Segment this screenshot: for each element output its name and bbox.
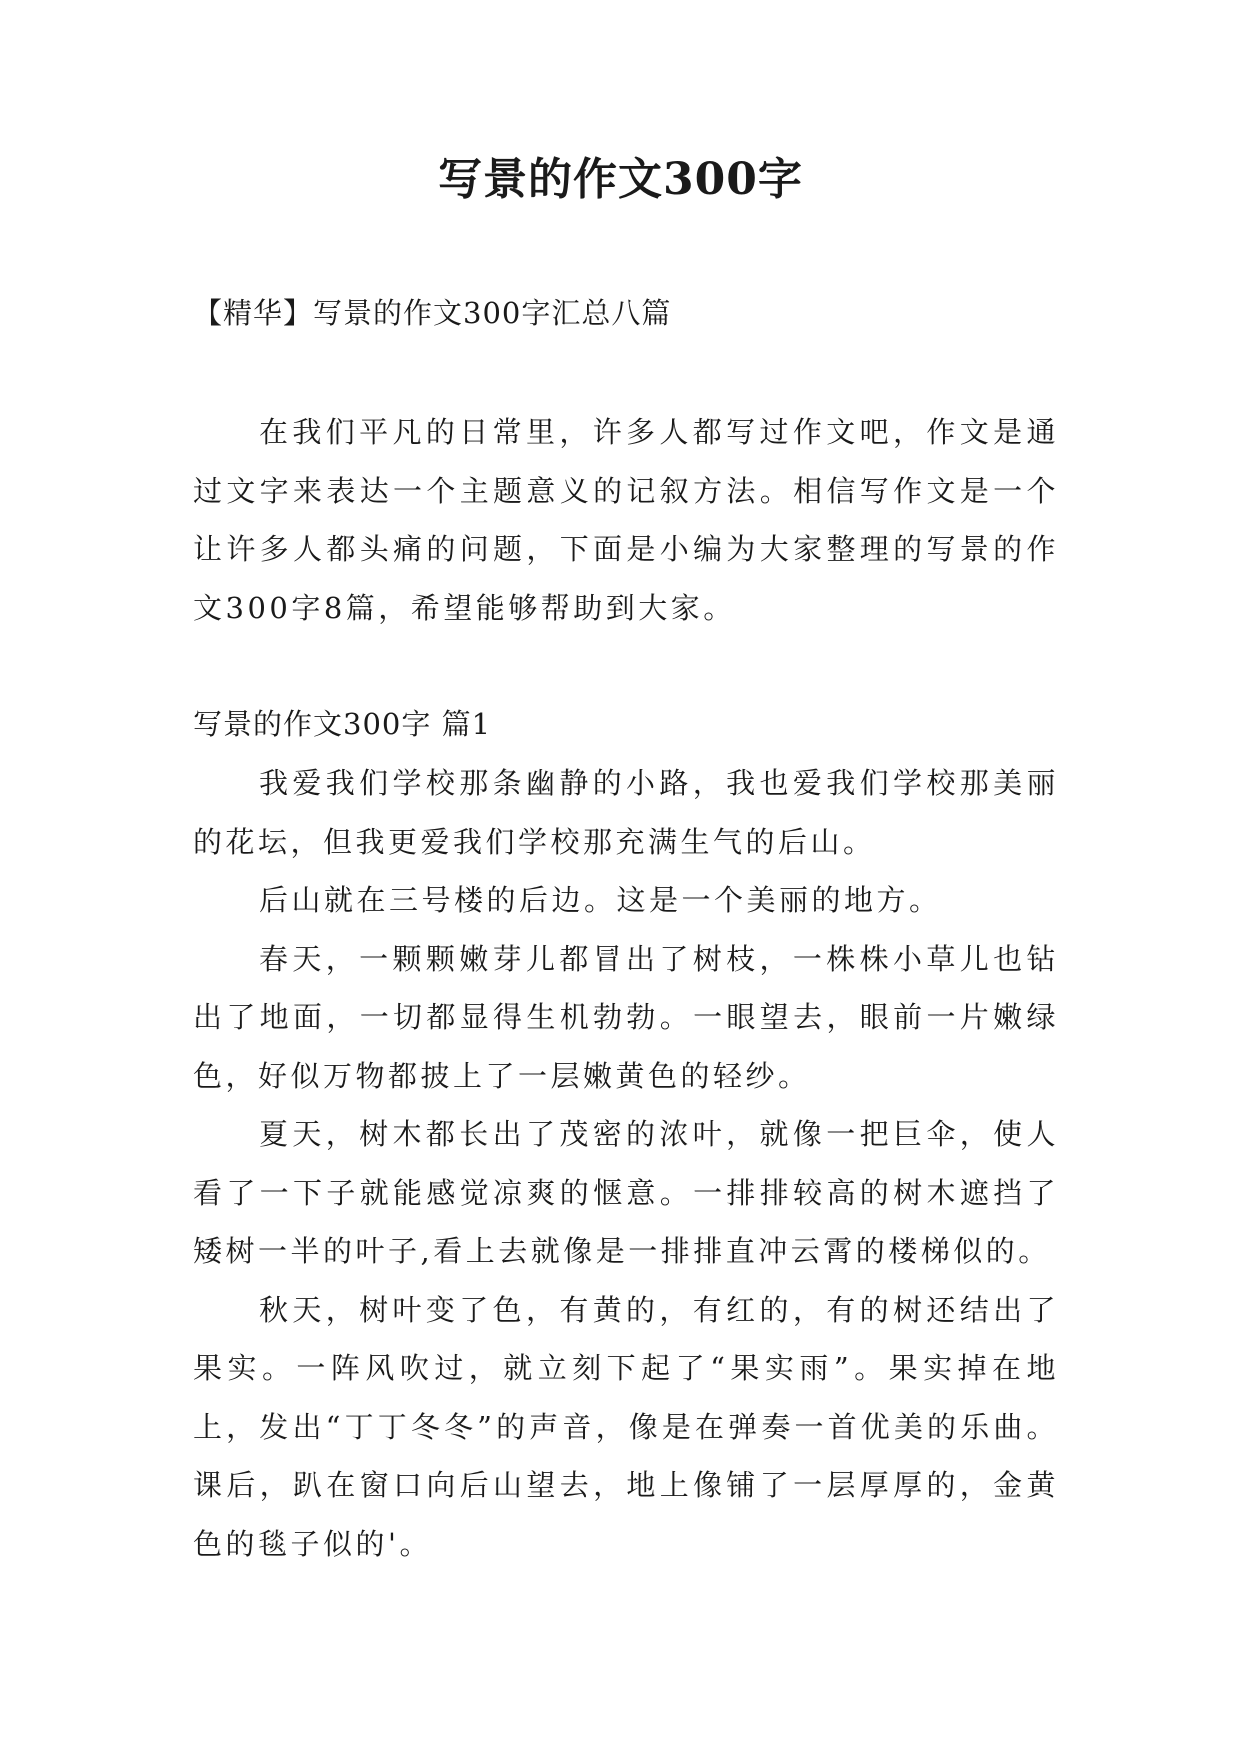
page-title: 写景的作文300字: [438, 154, 803, 205]
essay-paragraph: 春天，一颗颗嫩芽儿都冒出了树枝，一株株小草儿也钻出了地面，一切都显得生机勃勃。一眼望去，眼前一片嫩绿色，好似万物都披上了一层嫩黄色的轻纱。: [193, 941, 1059, 1093]
essay-paragraph: 夏天，树木都长出了茂密的浓叶，就像一把巨伞，使人看了一下子就能感觉凉爽的惬意。一排排较高的树木遮挡了矮树一半的叶子,看上去就像是一排排直冲云霄的楼梯似的。: [193, 1117, 1059, 1268]
essay-paragraph: 我爱我们学校那条幽静的小路，我也爱我们学校那美丽的花坛，但我更爱我们学校那充满生气的后山。: [193, 766, 1059, 859]
essay-paragraph: 秋天，树叶变了色，有黄的，有红的，有的树还结出了果实。一阵风吹过，就立刻下起了“果实雨”。果实掉在地上，发出“丁丁冬冬”的声音，像是在弹奏一首优美的乐曲。课后，趴在窗口向后山望去，地上像铺了一层厚厚的，金黄色的毯子似的'。: [193, 1292, 1059, 1561]
section-heading: 写景的作文300字 篇1: [193, 707, 492, 741]
essay-paragraph: 后山就在三号楼的后边。这是一个美丽的地方。: [259, 883, 942, 917]
essay-content: [193, 754, 1059, 1573]
intro-paragraph: 在我们平凡的日常里，许多人都写过作文吧，作文是通过文字来表达一个主题意义的记叙方法。相信写作文是一个让许多人都头痛的问题，下面是小编为大家整理的写景的作文300字8篇，希望能够帮助到大家。: [193, 415, 1059, 625]
document-subtitle: 【精华】写景的作文300字汇总八篇: [193, 296, 672, 330]
